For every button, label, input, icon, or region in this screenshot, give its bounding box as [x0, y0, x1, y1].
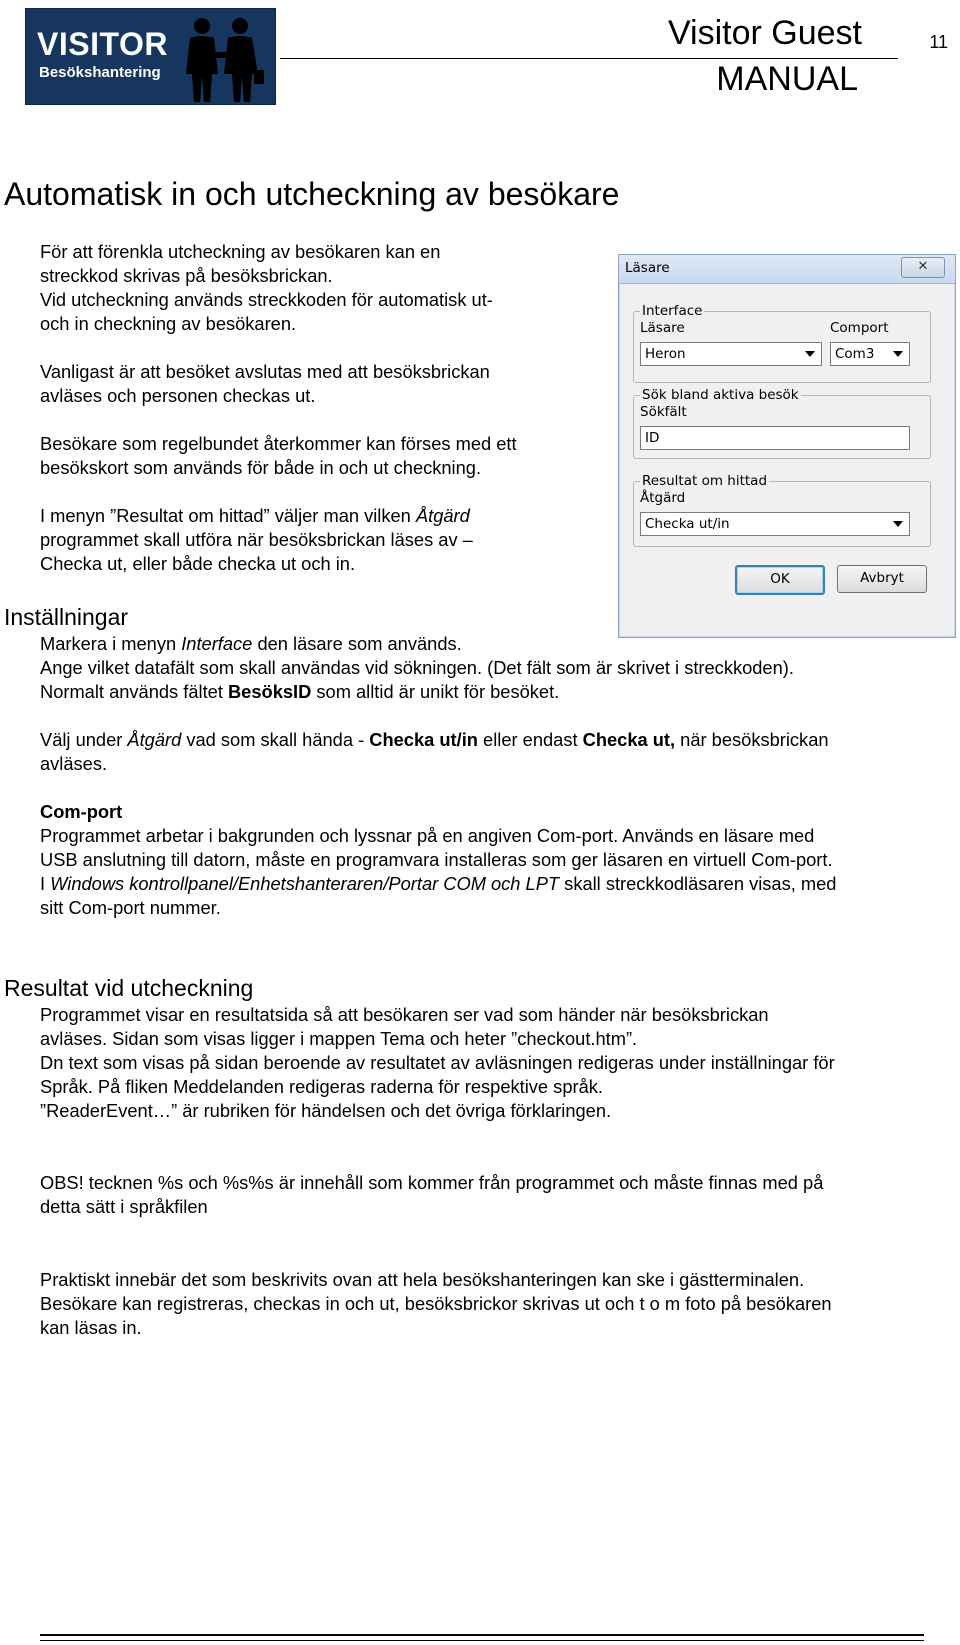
label-search-field: Sökfält: [640, 404, 687, 420]
visitor-logo: [25, 8, 276, 105]
text-line: programmet skall utföra när besöksbrickan läses av –: [40, 529, 473, 550]
label-comport: Comport: [830, 320, 889, 336]
label-reader: Läsare: [640, 320, 685, 336]
result-paragraphs: [40, 1003, 835, 1123]
text-bold: BesöksID: [227, 681, 312, 702]
chevron-down-icon: [805, 351, 815, 357]
text-span: Normalt används fältet: [40, 681, 228, 702]
text-line: ”ReaderEvent…” är rubriken för händelsen och det övriga förklaringen.: [40, 1100, 612, 1121]
text-line: avläses. Sidan som visas ligger i mappen Tema och heter ”checkout.htm”.: [40, 1028, 638, 1049]
text-line: streckkod skrivas på besöksbrickan.: [40, 265, 333, 286]
text-line: avläses och personen checkas ut.: [40, 385, 316, 406]
chevron-down-icon: [893, 351, 903, 357]
text-span: som alltid är unikt för besöket.: [311, 681, 560, 702]
section-heading-checkout-result: Resultat vid utcheckning: [4, 975, 254, 1001]
text-italic: Windows kontrollpanel/Enhetshanteraren/Portar COM och LPT: [50, 873, 560, 894]
label-action: Åtgärd: [640, 490, 686, 506]
logo-subtitle: Besökshantering: [39, 64, 161, 81]
text-line: Programmet arbetar i bakgrunden och lyssnar på en angiven Com-port. Används en läsare med: [40, 825, 815, 846]
text-span: eller endast: [477, 729, 583, 750]
reader-dialog: [618, 254, 956, 638]
text-italic: Åtgärd: [415, 505, 470, 526]
text-span: den läsare som används.: [252, 633, 462, 654]
text-span: när besöksbrickan: [675, 729, 829, 750]
text-span: vad som skall hända -: [181, 729, 370, 750]
reader-value: Heron: [645, 346, 686, 362]
text-line: Ange vilket datafält som skall användas vid sökningen. (Det fält som är skrivet i streckkoden).: [40, 657, 794, 678]
settings-paragraphs: [40, 632, 836, 920]
text-line: kan läsas in.: [40, 1317, 142, 1338]
text-span: Välj under: [40, 729, 128, 750]
header-rule: [280, 58, 898, 59]
text-line: besökskort som används för både in och ut checkning.: [40, 457, 482, 478]
text-line: Besökare kan registreras, checkas in och ut, besöksbrickor skrivas ut och t o m foto på besökaren: [40, 1293, 832, 1314]
text-span: skall streckkodläsaren visas, med: [559, 873, 837, 894]
close-icon[interactable]: ✕: [901, 257, 945, 278]
text-line: [40, 680, 836, 704]
text-line: OBS! tecknen %s och %s%s är innehåll som kommer från programmet och måste finnas med på: [40, 1172, 824, 1193]
action-select[interactable]: [640, 512, 910, 536]
search-field-input[interactable]: [640, 426, 910, 450]
businessmen-icon: [180, 14, 266, 104]
text-italic: Interface: [181, 633, 253, 654]
text-line: För att förenkla utcheckning av besökaren kan en: [40, 241, 441, 262]
group-label: Sök bland aktiva besök: [642, 387, 799, 403]
text-line: Programmet visar en resultatsida så att besökaren ser vad som händer när besöksbrickan: [40, 1004, 769, 1025]
text-line: [40, 728, 836, 752]
text-line: [40, 632, 836, 656]
text-italic: Åtgärd: [127, 729, 182, 750]
dialog-titlebar: [619, 255, 955, 284]
obs-paragraph: [40, 1171, 823, 1219]
chevron-down-icon: [893, 521, 903, 527]
text-line: sitt Com-port nummer.: [40, 897, 221, 918]
section-heading-settings: Inställningar: [4, 604, 129, 630]
cancel-button[interactable]: Avbryt: [837, 565, 927, 593]
logo-title: VISITOR: [37, 26, 168, 62]
header-title: Visitor Guest: [667, 14, 862, 52]
text-line: [40, 872, 836, 896]
dialog-title: Läsare: [625, 260, 670, 276]
group-result: [633, 473, 931, 547]
text-span: I menyn ”Resultat om hittad” väljer man vilken: [40, 505, 416, 526]
footer-rule: [40, 1634, 924, 1636]
text-bold: Com-port: [40, 801, 123, 822]
reader-select[interactable]: [640, 342, 822, 366]
text-line: avläses.: [40, 753, 108, 774]
header-subtitle: MANUAL: [716, 60, 858, 98]
text-span: Markera i menyn: [40, 633, 182, 654]
comport-heading: [40, 800, 836, 824]
text-line: Praktiskt innebär det som beskrivits ovan att hela besökshanteringen kan ske i gästterminalen.: [40, 1269, 805, 1290]
text-span: I: [40, 873, 51, 894]
text-line: Vanligast är att besöket avslutas med att besöksbrickan: [40, 361, 490, 382]
text-line: Checka ut, eller både checka ut och in.: [40, 553, 356, 574]
group-label: Interface: [642, 303, 703, 319]
text-line: och in checkning av besökaren.: [40, 313, 297, 334]
text-line: Vid utcheckning används streckkoden för automatisk ut-: [40, 289, 493, 310]
comport-select[interactable]: [830, 342, 910, 366]
ok-button[interactable]: OK: [735, 565, 825, 595]
action-value: Checka ut/in: [645, 516, 730, 532]
comport-value: Com3: [835, 346, 875, 362]
text-line: [40, 504, 517, 528]
text-line: USB anslutning till datorn, måste en programvara installeras som ger läsaren en virtuell Com-port.: [40, 849, 833, 870]
text-line: Språk. På fliken Meddelanden redigeras raderna för respektive språk.: [40, 1076, 603, 1097]
intro-paragraphs: [40, 240, 517, 576]
text-bold: Checka ut,: [582, 729, 676, 750]
text-line: Dn text som visas på sidan beroende av resultatet av avläsningen redigeras under inställningar för: [40, 1052, 835, 1073]
text-bold: Checka ut/in: [369, 729, 478, 750]
text-line: Besökare som regelbundet återkommer kan förses med ett: [40, 433, 517, 454]
text-line: detta sätt i språkfilen: [40, 1196, 208, 1217]
group-label: Resultat om hittad: [642, 473, 768, 489]
summary-paragraph: [40, 1268, 832, 1340]
group-search: [633, 387, 931, 459]
search-field-value: ID: [645, 430, 660, 446]
footer-rule: [40, 1640, 924, 1641]
group-interface: [633, 303, 931, 383]
section-heading-automatic-checkout: Automatisk in och utcheckning av besökare: [4, 176, 620, 212]
page-number: 11: [929, 32, 948, 52]
